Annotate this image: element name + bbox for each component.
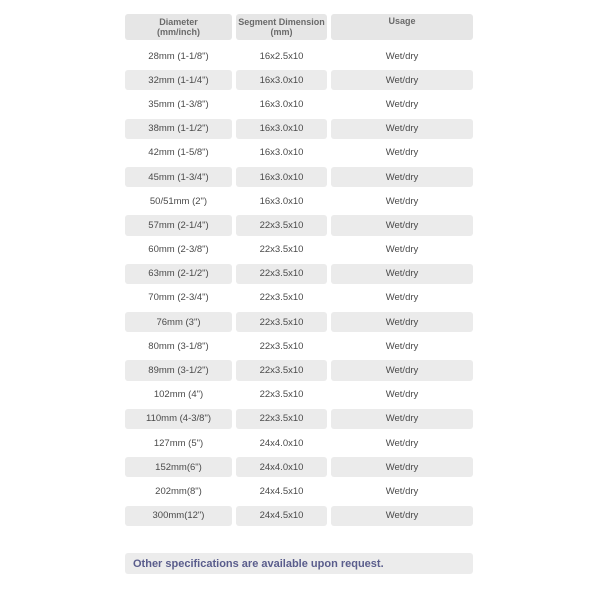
cell-diameter: 300mm(12"): [125, 506, 232, 526]
cell-diameter: 127mm (5"): [153, 437, 204, 449]
cell-segment-dimension: 16x3.0x10: [259, 98, 304, 110]
footnote: [125, 553, 473, 574]
cell-segment-dimension: 16x3.0x10: [236, 119, 327, 139]
cell-usage: Wet/dry: [385, 195, 419, 207]
cell-segment-dimension: 22x3.5x10: [236, 409, 327, 429]
cell-segment-dimension: 24x4.5x10: [259, 485, 304, 497]
table-row: [125, 409, 473, 429]
cell-usage: Wet/dry: [385, 147, 419, 159]
cell-segment-dimension: 16x3.0x10: [236, 70, 327, 90]
table-row: [125, 336, 473, 356]
cell-segment-dimension: 24x4.0x10: [259, 437, 304, 449]
table-row: [125, 481, 473, 501]
cell-diameter: 60mm (2-3/8"): [148, 244, 209, 256]
header-usage: [331, 14, 473, 40]
cell-usage: Wet/dry: [331, 167, 473, 187]
table-row: [125, 312, 473, 332]
cell-usage: Wet/dry: [385, 485, 419, 497]
header-usage-label: Usage: [388, 16, 416, 26]
cell-diameter: 102mm (4"): [153, 389, 204, 401]
cell-diameter: 80mm (3-1/8"): [148, 340, 209, 352]
cell-diameter: 28mm (1-1/8"): [148, 50, 209, 62]
table-row: [125, 288, 473, 308]
table-row: [125, 143, 473, 163]
cell-usage: Wet/dry: [385, 98, 419, 110]
cell-segment-dimension: 22x3.5x10: [259, 244, 304, 256]
cell-usage: Wet/dry: [331, 264, 473, 284]
cell-usage: Wet/dry: [331, 409, 473, 429]
table-body: [125, 46, 473, 526]
cell-diameter: 32mm (1-1/4"): [125, 70, 232, 90]
footnote-text: Other specifications are available upon request.: [133, 557, 384, 570]
cell-usage: Wet/dry: [385, 437, 419, 449]
cell-diameter: 152mm(6"): [125, 457, 232, 477]
cell-diameter: 202mm(8"): [155, 485, 202, 497]
cell-segment-dimension: 16x3.0x10: [259, 147, 304, 159]
cell-segment-dimension: 22x3.5x10: [259, 292, 304, 304]
table-row: [125, 360, 473, 380]
cell-diameter: 57mm (2-1/4"): [125, 215, 232, 235]
cell-segment-dimension: 22x3.5x10: [236, 215, 327, 235]
cell-usage: Wet/dry: [331, 119, 473, 139]
header-diameter: [125, 14, 232, 40]
cell-usage: Wet/dry: [385, 340, 419, 352]
cell-usage: Wet/dry: [331, 70, 473, 90]
cell-segment-dimension: 22x3.5x10: [259, 340, 304, 352]
table-row: [125, 70, 473, 90]
table-row: [125, 264, 473, 284]
cell-segment-dimension: 22x3.5x10: [236, 312, 327, 332]
cell-segment-dimension: 24x4.5x10: [236, 506, 327, 526]
cell-diameter: 50/51mm (2"): [149, 195, 208, 207]
cell-diameter: 38mm (1-1/2"): [125, 119, 232, 139]
table-row: [125, 167, 473, 187]
table-row: [125, 94, 473, 114]
table-row: [125, 215, 473, 235]
cell-usage: Wet/dry: [331, 506, 473, 526]
cell-segment-dimension: 22x3.5x10: [236, 264, 327, 284]
table-row: [125, 385, 473, 405]
cell-segment-dimension: 16x3.0x10: [236, 167, 327, 187]
cell-diameter: 110mm (4-3/8"): [125, 409, 232, 429]
cell-segment-dimension: 24x4.0x10: [236, 457, 327, 477]
table-row: [125, 240, 473, 260]
table-row: [125, 506, 473, 526]
cell-segment-dimension: 16x3.0x10: [259, 195, 304, 207]
cell-diameter: 70mm (2-3/4"): [148, 292, 209, 304]
cell-usage: Wet/dry: [331, 215, 473, 235]
cell-usage: Wet/dry: [385, 292, 419, 304]
cell-usage: Wet/dry: [331, 360, 473, 380]
table-row: [125, 191, 473, 211]
cell-segment-dimension: 16x2.5x10: [259, 50, 304, 62]
cell-usage: Wet/dry: [385, 244, 419, 256]
header-segment-dimension: [236, 14, 327, 40]
cell-segment-dimension: 22x3.5x10: [236, 360, 327, 380]
table-row: [125, 119, 473, 139]
header-diameter-label: Diameter (mm/inch): [156, 17, 200, 37]
cell-diameter: 45mm (1-3/4"): [125, 167, 232, 187]
cell-usage: Wet/dry: [385, 50, 419, 62]
spec-table: [125, 14, 473, 526]
table-row: [125, 457, 473, 477]
cell-usage: Wet/dry: [385, 389, 419, 401]
cell-segment-dimension: 22x3.5x10: [259, 389, 304, 401]
cell-diameter: 76mm (3"): [125, 312, 232, 332]
cell-diameter: 89mm (3-1/2"): [125, 360, 232, 380]
cell-diameter: 35mm (1-3/8"): [148, 98, 209, 110]
table-row: [125, 46, 473, 66]
table-header: [125, 14, 473, 40]
table-row: [125, 433, 473, 453]
cell-diameter: 42mm (1-5/8"): [148, 147, 209, 159]
header-segment-label: Segment Dimension (mm): [238, 17, 325, 37]
cell-diameter: 63mm (2-1/2"): [125, 264, 232, 284]
cell-usage: Wet/dry: [331, 312, 473, 332]
cell-usage: Wet/dry: [331, 457, 473, 477]
